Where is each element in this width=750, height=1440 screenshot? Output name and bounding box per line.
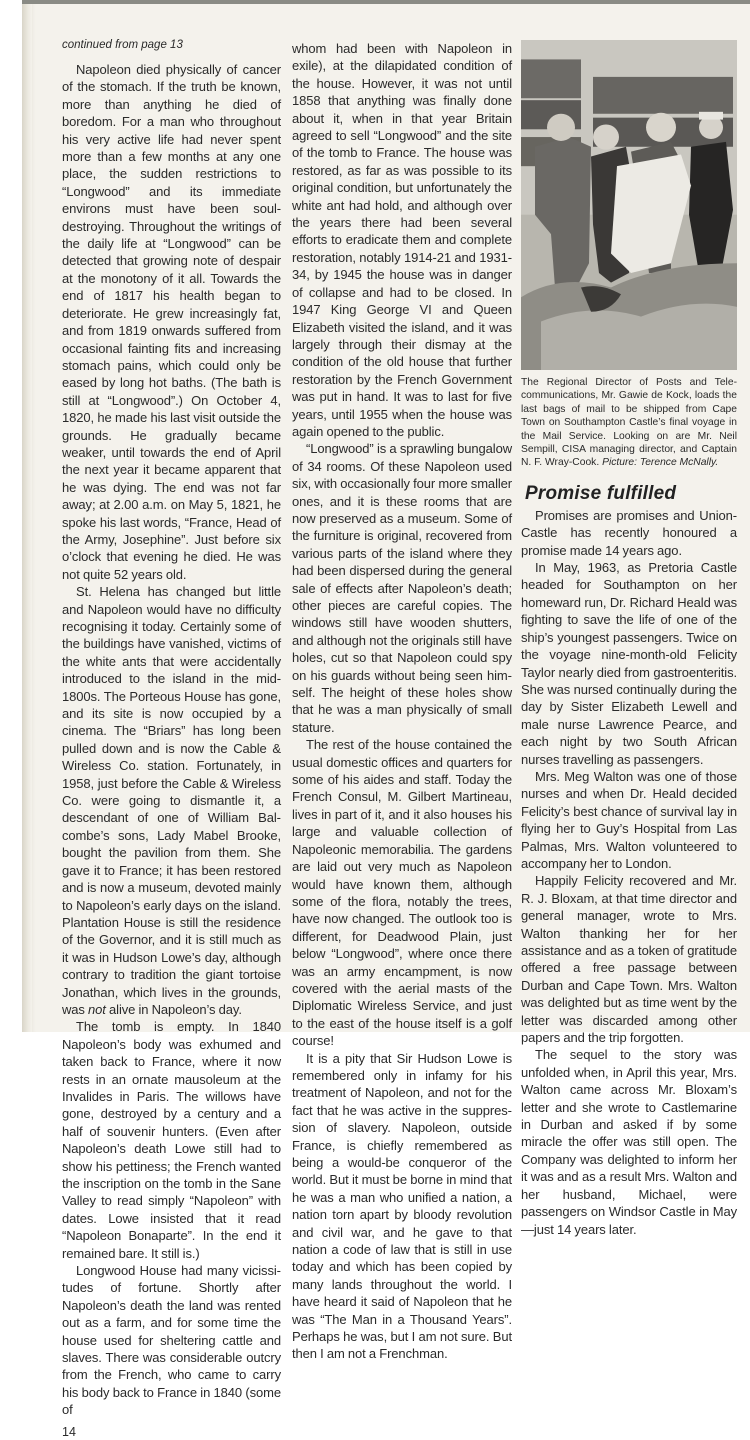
paragraph [62, 583, 281, 1018]
paragraph: “Longwood” is a sprawling bungalow of 34 rooms. Of these Napoleon used six, with occasionally four more smaller ones, and it is these rooms that are now preserved as a museum. Some of the furniture is original, recovered from various parts of the island where they had been dispersed during the general sale of effects after Napoleon’s death; other pieces are careful copies. The windows still have wooden shutters, and although not the originals still have holes, cut so that Napoleon could spy on his guards without being seen himself. The height of these holes show that he was a man physically of small stature. [292, 441, 512, 735]
paragraph-text: alive in Napoleon’s day. [105, 1001, 242, 1017]
paragraph: The sequel to the story was unfolded when, in April this year, Mrs. Walton came across Mr. Bloxam’s letter and she wrote to Castlemarine in Durban and asked if by some miracle the offer was still open. The Company was delighted to inform her it was and as a result Mrs. Walton and her husband, Michael, were passengers on Windsor Castle in May—just 14 years later. [521, 1047, 737, 1237]
paragraph: Napoleon died physically of cancer of the stomach. If the truth be known, more than anything he died of boredom. For a man who throughout his very active life had never spent more than a few months at any one place, the sudden restrictions to “Longwood” and its immediate environs must have been soul-destroying. Throughout the writings of the daily life at “Longwood” can be detected that growing note of despair at the monotony of it all. Towards the end of 1817 his health began to deteriorate. He grew increasingly fat, and from 1819 onwards suffered from occasional fainting fits and increasing stomach pains, which could only be eased by long hot baths. (The bath is still at “Longwood”.) On October 4, 1820, he made his last visit outside the grounds. He gradually became weaker, until towards the end of April the next year it became apparent that he was dying. The end was not far away; at 2.00 a.m. on May 5, 1821, he spoke his last words, “France, Head of the Army, Josephine”. Just before six o’clock that evening he died. He was not quite 52 years old. [62, 62, 281, 582]
paragraph: The tomb is empty. In 1840 Napoleon’s body was exhumed and taken back to France, where it now rests in an ornate mausoleum at the Invalides in Paris. The willows have gone, destroyed by a century and a half of souvenir hunters. (Even after Napoleon’s death Lowe still had to show his pettiness; the French wanted the inscription on the tomb in the Sane Valley to read simply “Napoleon” with dates. Lowe insisted that it read “Napoleon Bonaparte”. In the end it remained bare. It still is.) [62, 1019, 281, 1261]
article-column-2 [292, 40, 512, 1363]
paragraph: Mrs. Meg Walton was one of those nurses and when Dr. Heald decided Felicity’s best chance of survival lay in flying her to Guy’s Hospital from Las Palmas, Mrs. Walton volunteered to accompany her to London. [521, 768, 737, 871]
paragraph: Promises are promises and Union-Castle has recently honoured a promise made 14 years ago. [521, 507, 737, 558]
paragraph: whom had been with Napoleon in exile), at the dilapidated condition of the house. However, it was not until 1858 that anything was finally done about it, when in that year Britain agreed to sell “Longwood” and the site of the tomb to France. The house was restored, as far as was possible to its original condition, but unfortunately the white ant had hold, and although over the years there had been several efforts to eradicate them and complete restoration, notably 1914-21 and 1931-34, by 1945 the house was in danger of collapse and had to be closed. In 1947 King George VI and Queen Elizabeth visited the island, and it was largely through their dismay at the condition of the old house that further restoration by the French Government was put in hand. It was to last for five years, until 1955 when the house was again opened to the public. [292, 41, 512, 439]
emphasis: not [88, 1001, 106, 1017]
sidebar-headline: Promise fulfilled [525, 482, 677, 504]
paragraph: Happily Felicity recovered and Mr. R. J. Bloxam, at that time director and general manager, wrote to Mrs. Walton thanking her for her assistance and as a token of gratitude offered a free passage between Durban and Cape Town. Mrs. Walton was delighted but as time went by the letter was discarded among other papers and the trip forgotten. [521, 873, 737, 1046]
photo-illustration [521, 40, 737, 370]
page-number: 14 [62, 1424, 76, 1439]
paragraph: The rest of the house contained the usual domestic offices and quarters for some of his aides and staff. Today the French Consul, M. Gilbert Martineau, lives in part of it, and it also houses his large and valuable collection of Napoleonic memorabilia. The gardens are laid out very much as Napoleon would have known them, although some of the flora, notably the trees, have now changed. The outlook too is different, for Deadwood Plain, just below “Longwood”, where once there was an army encampment, is now covered with the aerial masts of the Diplomatic Wireless Service, and just to the east of the house itself is a golf course! [292, 737, 512, 1049]
page-spine [22, 4, 32, 1032]
continued-note: continued from page 13 [62, 39, 183, 51]
mail-bags-photo [521, 40, 737, 370]
paragraph-text: St. Helena has changed but little and Napoleon would have no difficulty recognising it today. Certainly some of the buildings have vanished, victims of the white ants that were accidentally introduced to the island in the mid-1800s. The Porteous House has gone, and its site is now occupied by a cinema. The “Briars” has long been pulled down and is now the Cable & Wireless Co. station. Fortunately, in 1958, just before the Cable & Wireless Co. were going to dismantle it, a descendant of one of William Balcombe’s sons, Lady Mabel Brooke, bought the pavilion from them. She gave it to France; it has been restored and is now a museum, devoted mainly to Napoleon’s early days on the island. Plantation House is still the residence of the Governor, and it is still much as it was in Hudson Lowe’s day, although contrary to tradition the giant tortoise Jonathan, which lives in the grounds, was [62, 584, 281, 1017]
paragraph: It is a pity that Sir Hudson Lowe is remembered only in infamy for his treatment of Napoleon, and not for the fact that he was active in the suppression of slavery. Napoleon, outside France, is chiefly remembered as being a would-be conqueror of the world. But it must be borne in mind that he was a man who unified a nation, a nation torn apart by bloody revolution and civil war, and he gave to that nation a code of law that is still in use today and which has been copied by many lands throughout the world. I have heard it said of Napoleon that he was “The Man in a Thousand Years”. Perhaps he was, but I am not sure. But then I am not a Frenchman. [292, 1050, 512, 1362]
column-1-wrapper [62, 38, 281, 1440]
photo-caption [521, 376, 737, 470]
paragraph: Longwood House had many vicissitudes of fortune. Shortly after Napoleon’s death the land was rented out as a farm, and for some time the house used for sheltering cattle and slaves. There was considerable outcry from the French, who came to carry his body back to France in 1840 (some of [62, 1263, 281, 1418]
paragraph: In May, 1963, as Pretoria Castle headed for Southampton on her homeward run, Dr. Richard Heald was fighting to save the life of one of the ship’s youngest passengers. Twice on the voyage nine-month-old Felicity Taylor nearly died from gastroenteritis. She was nursed continually during the day by Sister Elizabeth Lewell and male nurse Lawrence Pearce, and each night by two South African nurses travelling as passengers. [521, 560, 737, 767]
article-column-1 [62, 61, 281, 1419]
sidebar-story [521, 507, 737, 1238]
right-column [521, 40, 738, 1238]
photo-credit: Picture: Terence McNally. [602, 457, 719, 469]
caption-text: The Regional Director of Posts and Telecommunications, Mr. Gawie de Kock, loads the last bags of mail to be shipped from Cape Town on Southampton Castle’s final voyage in the Mail Service. Looking on are Mr. Neil Sempill, CISA managing director, and Captain N. F. Wray-Cook. [521, 377, 737, 469]
